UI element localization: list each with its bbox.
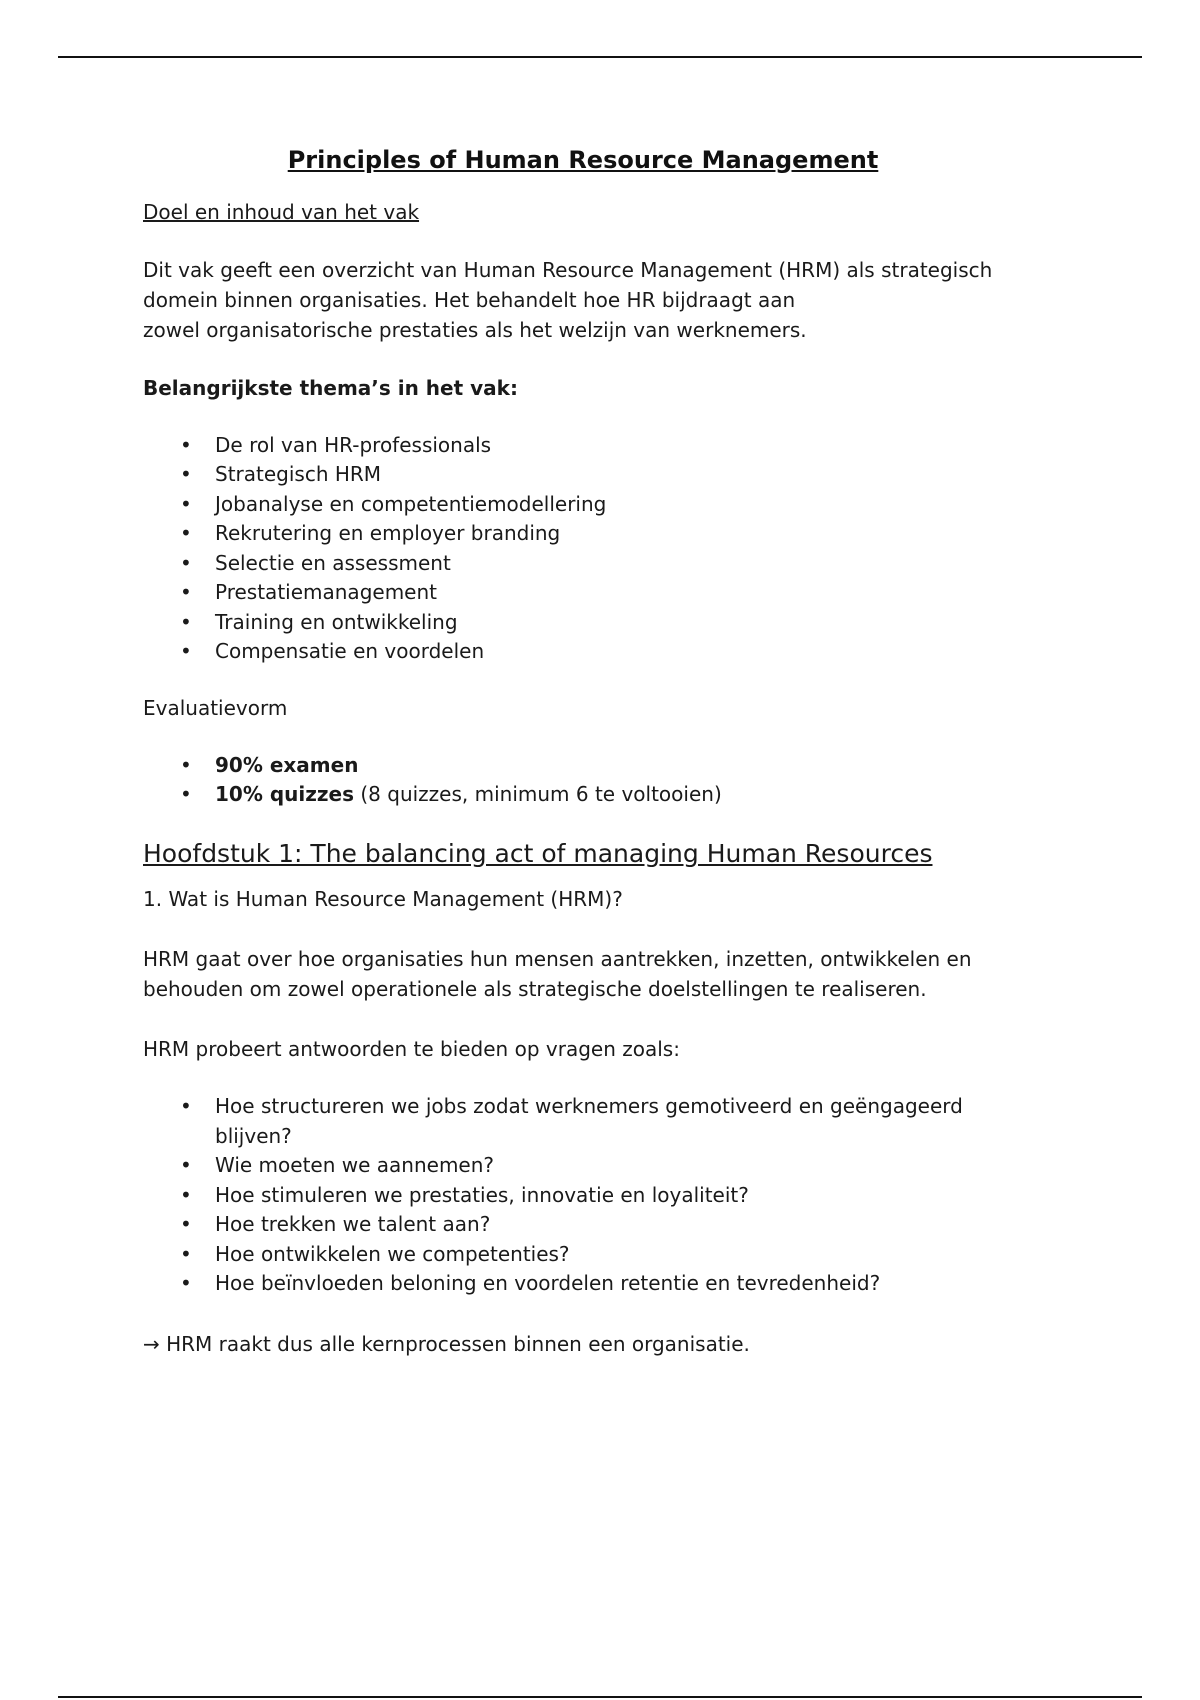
bullet-icon: • xyxy=(180,639,192,664)
document-title: Principles of Human Resource Management xyxy=(287,146,879,174)
list-item: • Hoe ontwikkelen we competenties? xyxy=(215,1240,1063,1270)
list-item: • 10% quizzes (8 quizzes, minimum 6 te voltooien) xyxy=(215,780,1063,810)
bullet-icon: • xyxy=(180,491,192,516)
list-item: • Jobanalyse en competentiemodellering xyxy=(215,490,1063,520)
evaluation-list xyxy=(143,751,1063,810)
list-item: • Hoe stimuleren we prestaties, innovatie en loyaliteit? xyxy=(215,1181,1063,1211)
bullet-icon: • xyxy=(180,752,192,777)
bullet-icon: • xyxy=(180,550,192,575)
list-item: • Hoe beïnvloeden beloning en voordelen retentie en tevredenheid? xyxy=(215,1269,1063,1299)
list-item: • Prestatiemanagement xyxy=(215,578,1063,608)
list-item: • Selectie en assessment xyxy=(215,549,1063,579)
bullet-icon: • xyxy=(180,609,192,634)
list-item: • Strategisch HRM xyxy=(215,460,1063,490)
themes-heading: Belangrijkste thema’s in het vak: xyxy=(143,375,518,400)
intro-heading: Doel en inhoud van het vak xyxy=(143,199,420,224)
top-rule xyxy=(58,56,1142,58)
list-item: • Wie moeten we aannemen? xyxy=(215,1151,1063,1181)
section-question: 1. Wat is Human Resource Management (HRM)? xyxy=(143,887,623,912)
bullet-icon: • xyxy=(180,1182,192,1207)
themes-list xyxy=(143,431,1063,667)
bullet-icon: • xyxy=(180,1271,192,1296)
definition-line-1: HRM gaat over hoe organisaties hun mensen aantrekken, inzetten, ontwikkelen en xyxy=(143,947,972,972)
hrm-definition-paragraph xyxy=(143,944,1063,1004)
intro-line-1: Dit vak geeft een overzicht van Human Resource Management (HRM) als strategisch xyxy=(143,257,993,282)
intro-paragraph xyxy=(143,255,1063,345)
list-item: • Hoe trekken we talent aan? xyxy=(215,1210,1063,1240)
bullet-icon: • xyxy=(180,782,192,807)
bullet-icon: • xyxy=(180,521,192,546)
document-body xyxy=(143,140,1063,1359)
list-item: • 90% examen xyxy=(215,751,1063,781)
list-item: • De rol van HR-professionals xyxy=(215,431,1063,461)
intro-line-2: domein binnen organisaties. Het behandelt hoe HR bijdraagt aan xyxy=(143,287,796,312)
bullet-icon: • xyxy=(180,1212,192,1237)
list-item: • Rekrutering en employer branding xyxy=(215,519,1063,549)
evaluation-heading: Evaluatievorm xyxy=(143,695,288,720)
intro-line-3: zowel organisatorische prestaties als het welzijn van werknemers. xyxy=(143,317,807,342)
bottom-rule xyxy=(58,1696,1142,1698)
definition-line-2: behouden om zowel operationele als strategische doelstellingen te realiseren. xyxy=(143,977,927,1002)
chapter-title: Hoofdstuk 1: The balancing act of managing Human Resources xyxy=(143,838,933,868)
bullet-icon: • xyxy=(180,462,192,487)
questions-list xyxy=(143,1092,1063,1299)
list-item: • Training en ontwikkeling xyxy=(215,608,1063,638)
questions-intro: HRM probeert antwoorden te bieden op vragen zoals: xyxy=(143,1037,680,1062)
list-item: • Hoe structureren we jobs zodat werknemers gemotiveerd en geëngageerd blijven? xyxy=(180,1094,963,1148)
list-item: • Compensatie en voordelen xyxy=(215,637,1063,667)
bullet-icon: • xyxy=(180,432,192,457)
bullet-icon: • xyxy=(180,1153,192,1178)
bullet-icon: • xyxy=(180,1094,192,1119)
bullet-icon: • xyxy=(180,1241,192,1266)
bullet-icon: • xyxy=(180,580,192,605)
conclusion: → HRM raakt dus alle kernprocessen binnen een organisatie. xyxy=(143,1331,750,1356)
